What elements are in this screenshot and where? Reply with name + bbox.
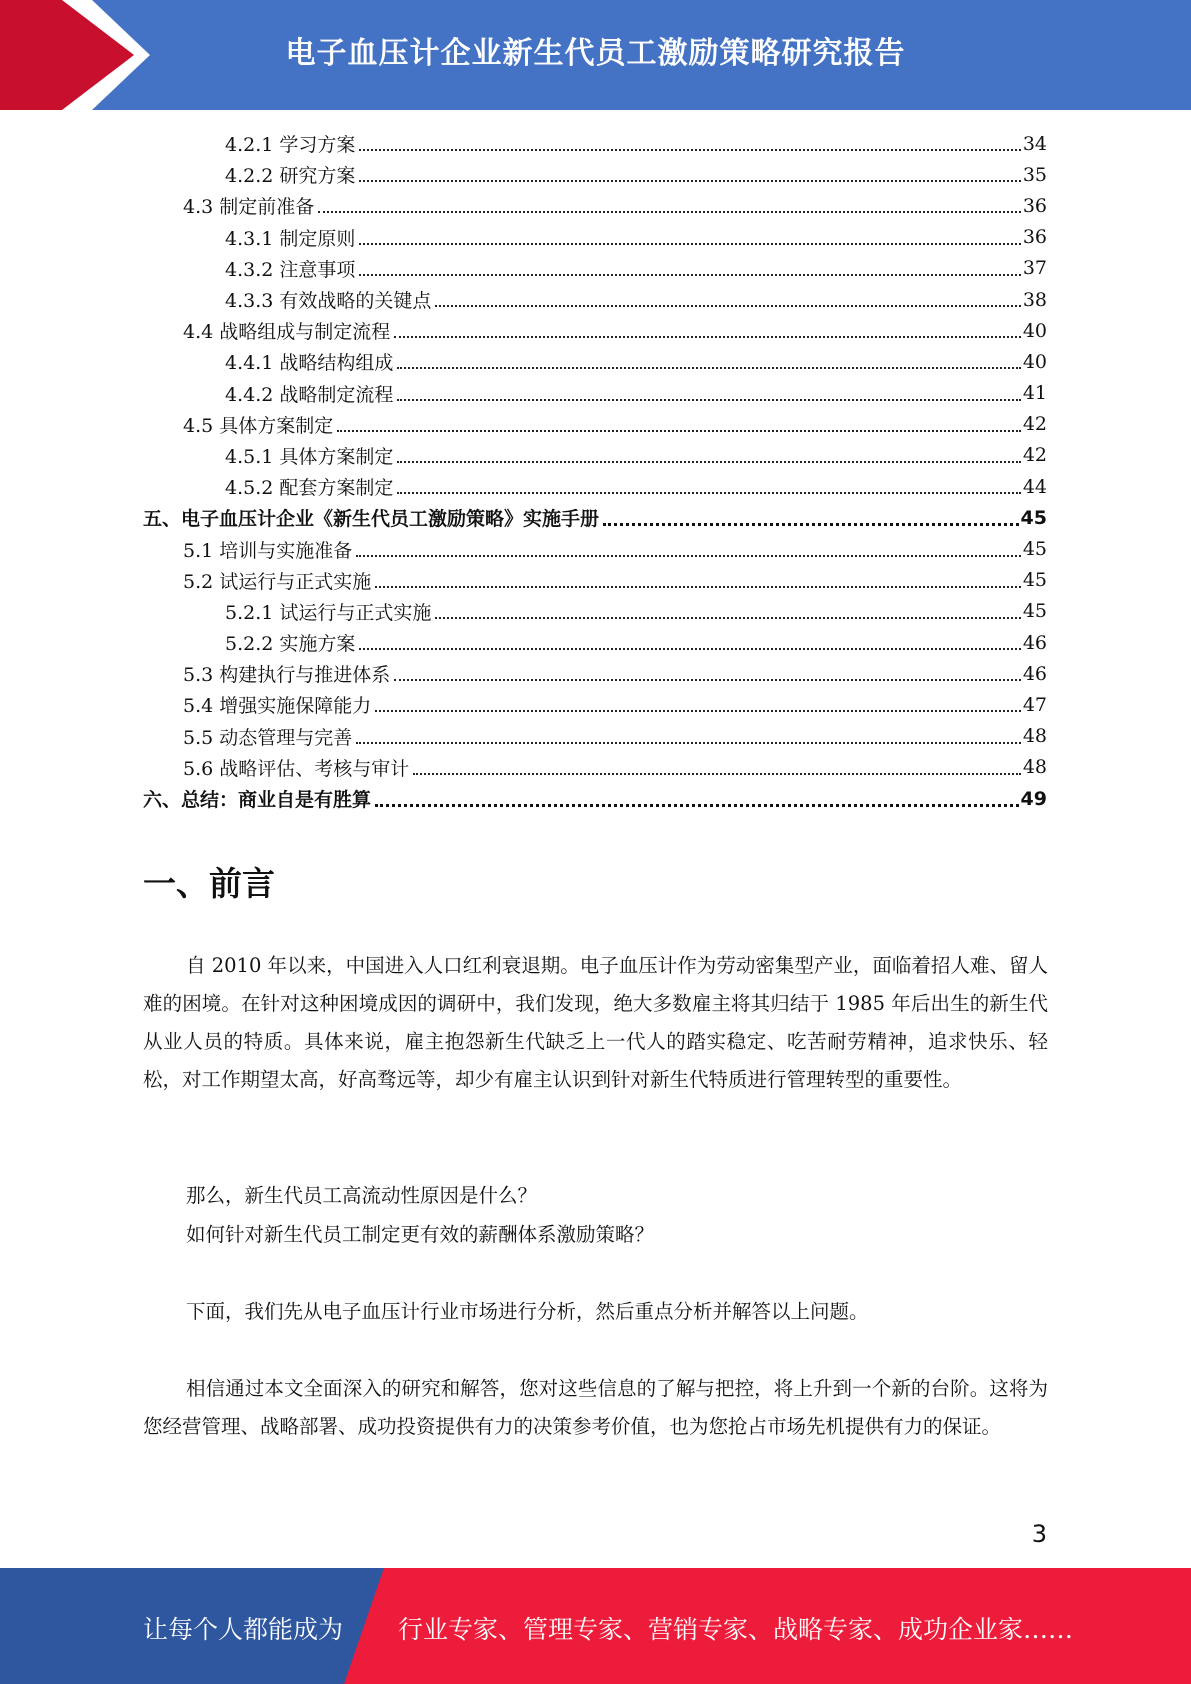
toc-dot-leader bbox=[397, 491, 1020, 494]
toc-dot-leader bbox=[435, 616, 1020, 619]
toc-dot-leader bbox=[397, 398, 1020, 401]
toc-entry-label: 4.3 制定前准备 bbox=[183, 196, 315, 219]
toc-dot-leader bbox=[394, 335, 1021, 338]
toc-dot-leader bbox=[318, 210, 1021, 213]
toc-entry-label: 5.1 培训与实施准备 bbox=[183, 539, 353, 562]
toc-entry-page: 48 bbox=[1022, 725, 1047, 748]
body-paragraph: 相信通过本文全面深入的研究和解答，您对这些信息的了解与把控，将上升到一个新的台阶。这将为您经营管理、战略部署、成功投资提供有力的决策参考价值，也为您抢占市场先机提供有力的保证。 bbox=[143, 1377, 1048, 1438]
toc-dot-leader bbox=[359, 647, 1020, 650]
toc-entry[interactable] bbox=[143, 689, 1047, 720]
section-heading: 一、前言 bbox=[143, 864, 275, 903]
toc-dot-leader bbox=[375, 803, 1019, 807]
toc-entry[interactable] bbox=[143, 128, 1047, 159]
toc-entry-label: 4.3.2 注意事项 bbox=[225, 258, 356, 281]
toc-entry-label: 4.4.1 战略结构组成 bbox=[225, 352, 394, 375]
toc-dot-leader bbox=[435, 304, 1020, 307]
toc-entry-label: 5.2.2 实施方案 bbox=[225, 633, 356, 656]
toc-entry-page: 34 bbox=[1022, 132, 1047, 155]
toc-entry-page: 47 bbox=[1022, 693, 1047, 716]
toc-entry[interactable] bbox=[143, 315, 1047, 346]
toc-entry-label: 4.5.2 配套方案制定 bbox=[225, 477, 394, 500]
toc-entry-label: 4.3.3 有效战略的关键点 bbox=[225, 290, 432, 313]
toc-dot-leader bbox=[397, 460, 1020, 463]
toc-entry-label: 4.4.2 战略制定流程 bbox=[225, 383, 394, 406]
toc-entry-page: 45 bbox=[1020, 506, 1047, 529]
toc-entry[interactable] bbox=[143, 190, 1047, 221]
toc-entry[interactable] bbox=[143, 222, 1047, 253]
toc-dot-leader bbox=[413, 772, 1021, 775]
toc-entry-page: 36 bbox=[1022, 226, 1047, 249]
toc-entry[interactable] bbox=[143, 658, 1047, 689]
table-of-contents bbox=[143, 128, 1047, 814]
body-paragraph: 那么，新生代员工高流动性原因是什么？ bbox=[186, 1184, 538, 1207]
toc-entry-label: 4.3.1 制定原则 bbox=[225, 227, 356, 250]
toc-entry-page: 40 bbox=[1022, 319, 1047, 342]
toc-entry-label: 5.6 战略评估、考核与审计 bbox=[183, 757, 410, 780]
toc-entry-label: 5.2 试运行与正式实施 bbox=[183, 570, 372, 593]
toc-dot-leader bbox=[359, 148, 1020, 151]
toc-entry-label: 4.2.1 学习方案 bbox=[225, 134, 356, 157]
toc-entry[interactable] bbox=[143, 253, 1047, 284]
toc-entry[interactable] bbox=[143, 284, 1047, 315]
toc-entry[interactable] bbox=[143, 440, 1047, 471]
toc-entry-label: 4.2.2 研究方案 bbox=[225, 165, 356, 188]
toc-entry-label: 5.3 构建执行与推进体系 bbox=[183, 664, 391, 687]
toc-entry-page: 44 bbox=[1022, 475, 1047, 498]
toc-entry-page: 42 bbox=[1022, 444, 1047, 467]
footer-slogan-right: 行业专家、管理专家、营销专家、战略专家、成功企业家…… bbox=[398, 1615, 1074, 1644]
body-paragraph: 如何针对新生代员工制定更有效的薪酬体系激励策略？ bbox=[186, 1223, 655, 1246]
toc-entry[interactable] bbox=[143, 752, 1047, 783]
toc-entry-page: 41 bbox=[1022, 382, 1047, 405]
toc-dot-leader bbox=[375, 585, 1021, 588]
toc-entry-page: 45 bbox=[1022, 569, 1047, 592]
toc-entry-page: 37 bbox=[1022, 257, 1047, 280]
toc-entry-page: 49 bbox=[1020, 787, 1047, 810]
toc-entry-label: 4.5 具体方案制定 bbox=[183, 414, 334, 437]
toc-entry-page: 40 bbox=[1022, 350, 1047, 373]
toc-entry[interactable] bbox=[143, 159, 1047, 190]
toc-entry-page: 35 bbox=[1022, 163, 1047, 186]
toc-dot-leader bbox=[375, 709, 1021, 712]
toc-entry[interactable] bbox=[143, 596, 1047, 627]
toc-dot-leader bbox=[337, 429, 1021, 432]
page-footer bbox=[0, 1568, 1191, 1684]
toc-entry[interactable] bbox=[143, 409, 1047, 440]
toc-dot-leader bbox=[359, 273, 1020, 276]
toc-entry[interactable] bbox=[143, 471, 1047, 502]
toc-entry-page: 48 bbox=[1022, 756, 1047, 779]
toc-entry-page: 46 bbox=[1022, 662, 1047, 685]
body-paragraph: 自 2010 年以来，中国进入人口红利衰退期。电子血压计作为劳动密集型产业，面临着招人难、留人难的困境。在针对这种困境成因的调研中，我们发现，绝大多数雇主将其归结于 1985 年后出生的新生代从业人员的特质。具体来说，雇主抱怨新生代缺乏上一代人的踏实稳定、吃苦耐劳精神，追求快乐、轻松，对工作期望太高，好高骛远等，却少有雇主认识到针对新生代特质进行管理转型的重要性。 bbox=[143, 954, 1048, 1091]
toc-entry[interactable] bbox=[143, 721, 1047, 752]
toc-dot-leader bbox=[356, 554, 1021, 557]
toc-entry-page: 38 bbox=[1022, 288, 1047, 311]
toc-dot-leader bbox=[603, 522, 1019, 526]
toc-dot-leader bbox=[356, 741, 1021, 744]
toc-entry-label: 4.4 战略组成与制定流程 bbox=[183, 321, 391, 344]
toc-entry-page: 42 bbox=[1022, 413, 1047, 436]
toc-entry[interactable] bbox=[143, 502, 1047, 533]
toc-entry[interactable] bbox=[143, 533, 1047, 564]
toc-entry[interactable] bbox=[143, 783, 1047, 814]
toc-dot-leader bbox=[397, 366, 1020, 369]
page-number: 3 bbox=[1031, 1520, 1047, 1548]
footer-slogan-left: 让每个人都能成为 bbox=[143, 1615, 344, 1644]
toc-entry[interactable] bbox=[143, 627, 1047, 658]
toc-dot-leader bbox=[359, 179, 1020, 182]
toc-entry-label: 5.2.1 试运行与正式实施 bbox=[225, 601, 432, 624]
toc-entry-page: 36 bbox=[1022, 194, 1047, 217]
toc-entry-label: 4.5.1 具体方案制定 bbox=[225, 445, 394, 468]
toc-entry-page: 45 bbox=[1022, 600, 1047, 623]
toc-entry-label: 五、电子血压计企业《新生代员工激励策略》实施手册 bbox=[143, 508, 600, 531]
toc-entry[interactable] bbox=[143, 378, 1047, 409]
toc-entry-label: 5.5 动态管理与完善 bbox=[183, 726, 353, 749]
toc-entry[interactable] bbox=[143, 346, 1047, 377]
toc-entry-label: 5.4 增强实施保障能力 bbox=[183, 695, 372, 718]
toc-entry-page: 46 bbox=[1022, 631, 1047, 654]
toc-dot-leader bbox=[394, 678, 1021, 681]
toc-entry[interactable] bbox=[143, 565, 1047, 596]
toc-entry-page: 45 bbox=[1022, 538, 1047, 561]
toc-entry-label: 六、总结：商业自是有胜算 bbox=[143, 789, 372, 812]
toc-dot-leader bbox=[359, 242, 1020, 245]
report-title: 电子血压计企业新生代员工激励策略研究报告 bbox=[285, 36, 906, 71]
body-paragraph: 下面，我们先从电子血压计行业市场进行分析，然后重点分析并解答以上问题。 bbox=[186, 1300, 869, 1323]
page-header bbox=[0, 0, 1191, 110]
